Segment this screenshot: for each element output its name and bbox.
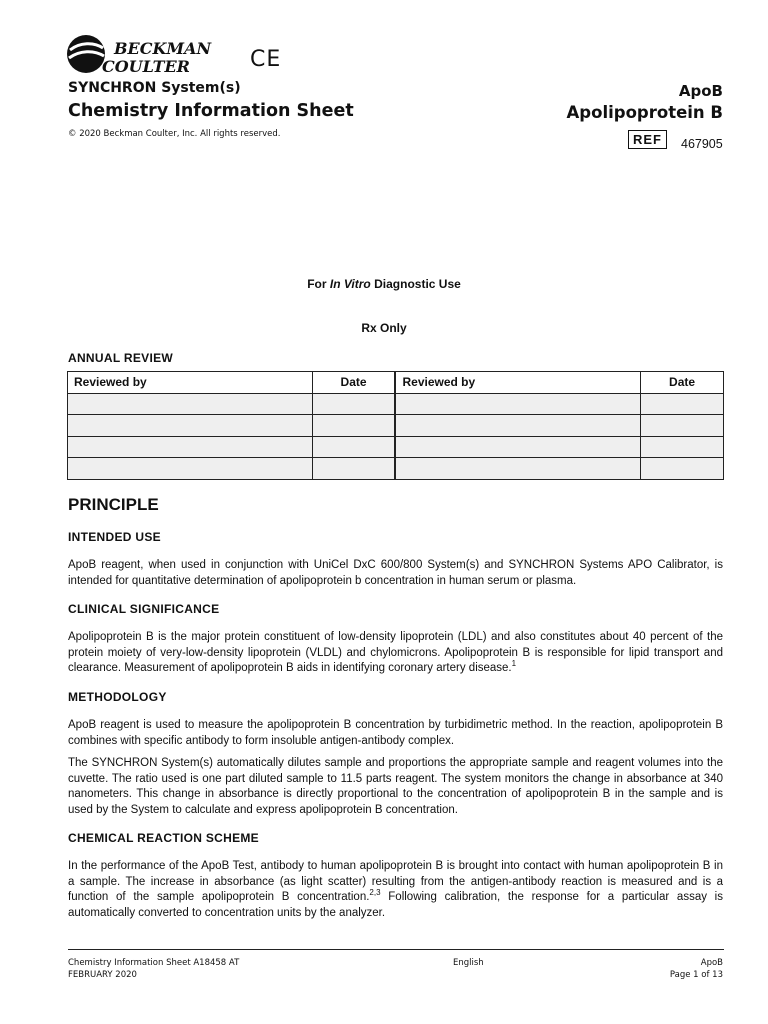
table-cell[interactable] <box>68 458 313 480</box>
logo-line2: COULTER <box>102 57 190 76</box>
col-reviewed-by-1: Reviewed by <box>68 372 313 394</box>
table-row <box>68 393 724 415</box>
clinical-ref: 1 <box>511 659 517 669</box>
methodology-text-2: The SYNCHRON System(s) automatically dilutes sample and proportions the appropriate sample and reagent volumes into the cuvette. The ratio used is one part diluted sample to 11.5 parts reagent. The system monitors the change in absorbance at 340 nanometers. This change in absorbance is directly proportional to the concentration of apolipoprotein B in the sample and is used by the System to calculate and express apolipoprotein B concentration. <box>68 757 723 816</box>
table-cell[interactable] <box>68 415 313 437</box>
ref-number: 467905 <box>681 137 723 151</box>
table-row <box>68 415 724 437</box>
annual-review-heading: ANNUAL REVIEW <box>68 351 174 365</box>
col-date-2: Date <box>641 372 724 394</box>
footer-doc-id: Chemistry Information Sheet A18458 AT <box>68 958 240 968</box>
footer-right <box>670 957 723 981</box>
table-cell[interactable] <box>395 458 640 480</box>
diag-prefix: For <box>307 277 327 291</box>
table-header-row <box>68 372 724 394</box>
diag-italic: In Vitro <box>329 277 371 291</box>
methodology-heading: METHODOLOGY <box>68 690 167 704</box>
ce-mark: CE <box>250 47 282 72</box>
table-cell[interactable] <box>68 436 313 458</box>
table-cell[interactable] <box>312 458 395 480</box>
clinical-significance-heading: CLINICAL SIGNIFICANCE <box>68 602 220 616</box>
intended-use-heading: INTENDED USE <box>68 530 161 544</box>
copyright: © 2020 Beckman Coulter, Inc. All rights reserved. <box>68 129 281 139</box>
table-cell[interactable] <box>68 393 313 415</box>
footer-date: FEBRUARY 2020 <box>68 970 137 980</box>
reaction-text-a: In the performance of the ApoB Test, antibody to human apolipoprotein B is brought into contact with human apolipoprotein B in a sample. The increase in absorbance (as light scatter) resulting from the antigen-antibody reaction is measured and is a function of the sample apolipoprotein B concentration. <box>68 860 723 903</box>
ref-label: REF <box>628 130 667 149</box>
chemical-reaction-text <box>68 859 723 921</box>
logo-line1: BECKMAN <box>114 39 212 58</box>
footer-left <box>68 957 239 981</box>
clinical-text: Apolipoprotein B is the major protein constituent of low-density lipoprotein (LDL) and also constitutes about 40 percent of the protein moiety of very-low-density lipoprotein (VLDL) and chylomicrons. Apolipoprotein B is responsible for lipid transport and clearance. Measurement of apolipoprotein B aids in identifying coronary artery disease. <box>68 631 723 674</box>
rx-only: Rx Only <box>361 321 407 335</box>
table-cell[interactable] <box>641 393 724 415</box>
footer-analyte: ApoB <box>700 958 723 968</box>
table-cell[interactable] <box>395 393 640 415</box>
footer-page-number: Page 1 of 13 <box>669 970 723 980</box>
system-name: SYNCHRON System(s) <box>68 80 241 96</box>
intended-use-text: ApoB reagent, when used in conjunction with UniCel DxC 600/800 System(s) and SYNCHRON Systems APO Calibrator, is intended for quantitative determination of apolipoprotein b concentration in human serum or plasma. <box>68 559 723 587</box>
table-cell[interactable] <box>312 393 395 415</box>
table-cell[interactable] <box>641 458 724 480</box>
clinical-significance-text <box>68 630 723 677</box>
table-row <box>68 458 724 480</box>
analyte-code: ApoB <box>678 82 723 100</box>
diagnostic-use <box>0 277 768 291</box>
reaction-ref: 2,3 <box>369 888 381 898</box>
methodology-text-1: ApoB reagent is used to measure the apolipoprotein B concentration by turbidimetric method. In the reaction, apolipoprotein B combines with specific antibody to form insoluble antigen-antibody complex. <box>68 719 723 747</box>
table-cell[interactable] <box>395 436 640 458</box>
table-cell[interactable] <box>312 436 395 458</box>
sheet-title: Chemistry Information Sheet <box>68 101 354 121</box>
table-cell[interactable] <box>641 436 724 458</box>
beckman-coulter-logo <box>66 32 216 78</box>
analyte-name: Apolipoprotein B <box>566 103 723 122</box>
reaction-text-b: Following calibration, the response for a particular assay is automatically converted to concentration units by the analyzer. <box>68 891 723 919</box>
diag-suffix: Diagnostic Use <box>374 277 461 291</box>
table-row <box>68 436 724 458</box>
table-cell[interactable] <box>641 415 724 437</box>
principle-heading: PRINCIPLE <box>68 495 159 514</box>
col-date-1: Date <box>312 372 395 394</box>
footer-language: English <box>453 958 484 968</box>
chemical-reaction-heading: CHEMICAL REACTION SCHEME <box>68 831 259 845</box>
table-cell[interactable] <box>312 415 395 437</box>
col-reviewed-by-2: Reviewed by <box>395 372 640 394</box>
annual-review-table <box>67 371 724 480</box>
table-cell[interactable] <box>395 415 640 437</box>
footer-divider <box>68 949 724 950</box>
